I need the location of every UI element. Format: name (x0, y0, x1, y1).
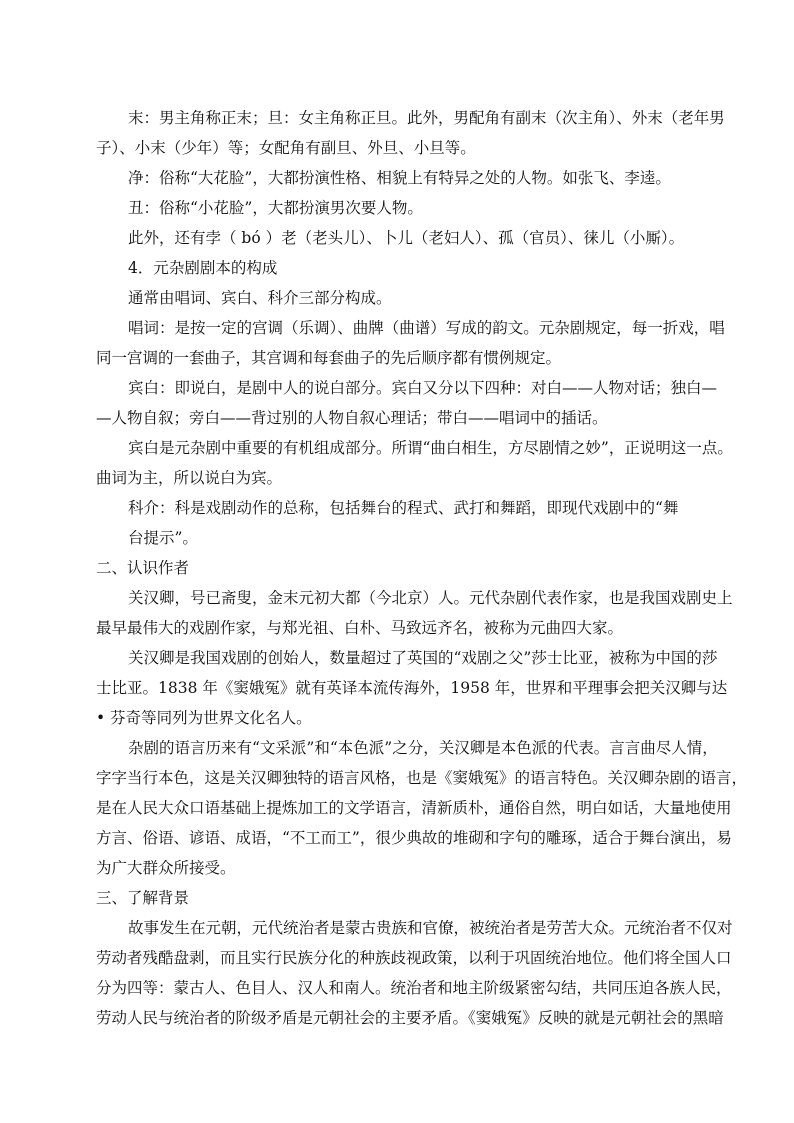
text-line: 方言、俗语、谚语、成语，“不工而工”，很少典故的堆砌和字句的雕琢，适合于舞台演出，易 (96, 829, 732, 847)
text-line: 子）、小末（少年）等；女配角有副旦、外旦、小旦等。 (96, 139, 476, 157)
text-line: 分为四等：蒙古人、色目人、汉人和南人。统治者和地主阶级紧密勾结，共同压迫各族人民， (96, 979, 732, 997)
section-heading: 二、认识作者 (96, 559, 190, 577)
text-line: 丑：俗称“小花脸”，大都扮演男次要人物。 (128, 199, 423, 217)
text-line: 是在人民大众口语基础上提炼加工的文学语言，清新质朴，通俗自然，明白如话，大量地使用 (96, 799, 732, 817)
text-line: 劳动人民与统治者的阶级矛盾是元朝社会的主要矛盾。《窦娥冤》反映的就是元朝社会的黑暗 (96, 1009, 724, 1027)
text-line: 故事发生在元朝，元代统治者是蒙古贵族和官僚，被统治者是劳苦大众。元统治者不仅对 (128, 919, 733, 937)
text-line: 关汉卿，号已斋叟，金末元初大都（今北京）人。元代杂剧代表作家，也是我国戏剧史上 (128, 589, 733, 607)
text-line: 末：男主角称正末；旦：女主角称正旦。此外，男配角有副末（次主角）、外末（老年男 (128, 109, 725, 127)
text-line: 劳动者残酷盘剥，而且实行民族分化的种族歧视政策，以利于巩固统治地位。他们将全国人口 (96, 949, 732, 967)
text-line: 关汉卿是我国戏剧的创始人，数量超过了英国的“戏剧之父”莎士比亚，被称为中国的莎 (128, 649, 718, 667)
text-line: 同一宫调的一套曲子，其宫调和每套曲子的先后顺序都有惯例规定。 (96, 349, 562, 367)
text-line: 宾白是元杂剧中重要的有机组成部分。所谓“曲白相生，方尽剧情之妙”，正说明这一点。 (128, 439, 733, 457)
text-line: 宾白：即说白，是剧中人的说白部分。宾白又分以下四种：对白——人物对话；独白— (128, 379, 718, 397)
text-line: • 芬奇等同列为世界文化名人。 (96, 709, 312, 727)
text-line: 为广大群众所接受。 (96, 859, 236, 877)
text-line: 曲词为主，所以说白为宾。 (96, 469, 283, 487)
subsection-heading: 4．元杂剧剧本的构成 (128, 259, 278, 277)
text-line: 台提示”。 (128, 529, 198, 547)
text-line: 字字当行本色，这是关汉卿独特的语言风格，也是《窦娥冤》的语言特色。关汉卿杂剧的语言， (96, 769, 748, 787)
text-line: —人物自叙；旁白——背过别的人物自叙心理话；带白——唱词中的插话。 (96, 409, 608, 427)
text-line: 此外，还有孛（ bó ）老（老头儿）、卜儿（老妇人）、孤（官员）、徕儿（小厮）。 (128, 229, 685, 247)
text-line: 净：俗称“大花脸”，大都扮演性格、相貌上有特异之处的人物。如张飞、李逵。 (128, 169, 671, 187)
section-heading: 三、了解背景 (96, 889, 190, 907)
text-line: 唱词：是按一定的宫调（乐调）、曲牌（曲谱）写成的韵文。元杂剧规定，每一折戏，唱 (128, 319, 725, 337)
text-line: 最早最伟大的戏剧作家，与郑光祖、白朴、马致远齐名，被称为元曲四大家。 (96, 619, 624, 637)
text-line: 通常由唱词、宾白、科介三部分构成。 (128, 289, 392, 307)
text-line: 士比亚。1838 年《窦娥冤》就有英译本流传海外，1958 年，世界和平理事会把关汉卿与达 (96, 679, 728, 697)
document-body (96, 103, 760, 1033)
text-line: 科介：科是戏剧动作的总称，包括舞台的程式、武打和舞蹈，即现代戏剧中的“舞 (128, 499, 679, 517)
text-line: 杂剧的语言历来有“文采派”和“本色派”之分，关汉卿是本色派的代表。言言曲尽人情， (128, 739, 718, 757)
